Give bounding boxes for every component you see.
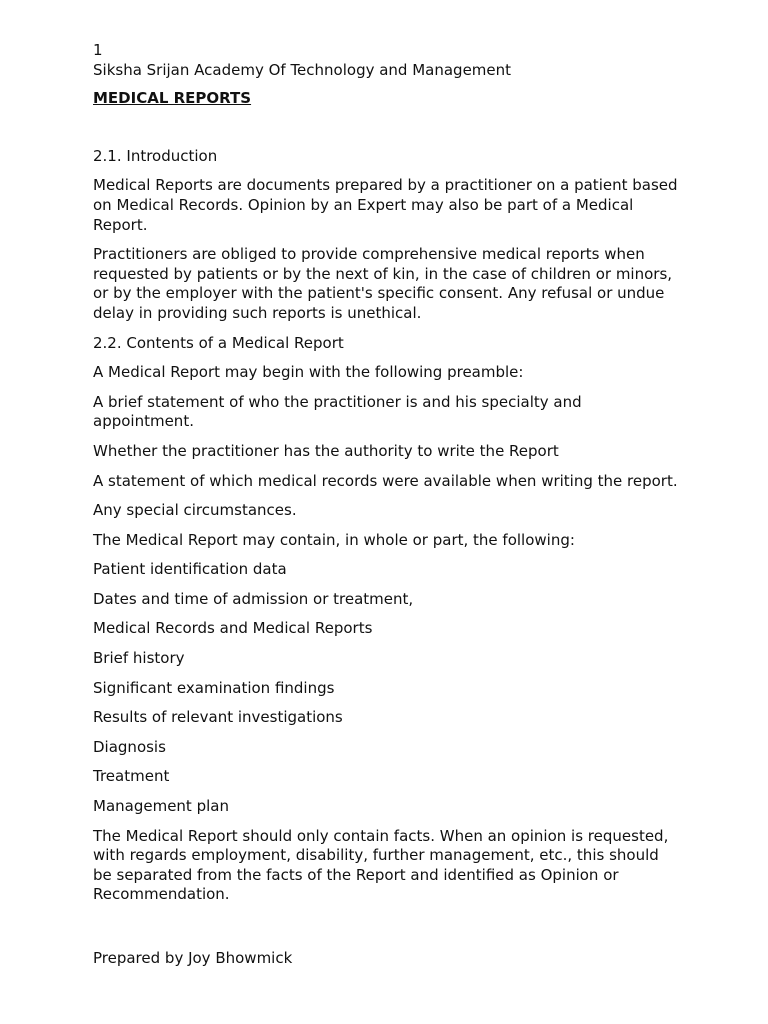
preamble-item: Whether the practitioner has the authority to write the Report [93,441,559,460]
preamble-intro: A Medical Report may begin with the following preamble: [93,363,524,382]
document-title: MEDICAL REPORTS [93,89,252,108]
document-footer: Prepared by Joy Bhowmick [93,949,293,967]
preamble-item: A statement of which medical records were available when writing the report. [93,471,678,490]
closing-paragraph: The Medical Report should only contain facts. When an opinion is requested, with regards employment, disability, further management, etc., this should be separated from the facts of the Report and identified as Opinion or Recommendation. [93,826,669,904]
document-header: Siksha Srijan Academy Of Technology and Management [93,60,512,79]
page-number: 1 [93,41,103,59]
contents-item: Dates and time of admission or treatment, [93,589,414,608]
contents-intro: The Medical Report may contain, in whole or part, the following: [93,530,575,549]
intro-paragraph: Practitioners are obliged to provide comprehensive medical reports when requested by patients or by the next of kin, in the case of children or minors, or by the employer with the patient's specific consent. Any refusal or undue delay in providing such reports is unethical. [93,245,673,322]
contents-item: Medical Records and Medical Reports [93,619,373,638]
contents-item: Patient identification data [93,560,287,579]
section-heading-contents: 2.2. Contents of a Medical Report [93,333,344,352]
section-heading-introduction: 2.1. Introduction [93,146,218,165]
contents-item: Diagnosis [93,737,166,756]
intro-paragraph: Medical Reports are documents prepared by a practitioner on a patient based on Medical Records. Opinion by an Expert may also be part of a Medical Report. [93,176,678,234]
contents-item: Results of relevant investigations [93,708,343,727]
document-page [93,41,678,969]
contents-item: Significant examination findings [93,678,335,697]
preamble-item: Any special circumstances. [93,501,297,520]
contents-item: Treatment [93,767,170,786]
preamble-item: A brief statement of who the practitioner is and his specialty and appointment. [93,392,582,431]
contents-item: Brief history [93,649,185,668]
contents-item: Management plan [93,797,229,816]
